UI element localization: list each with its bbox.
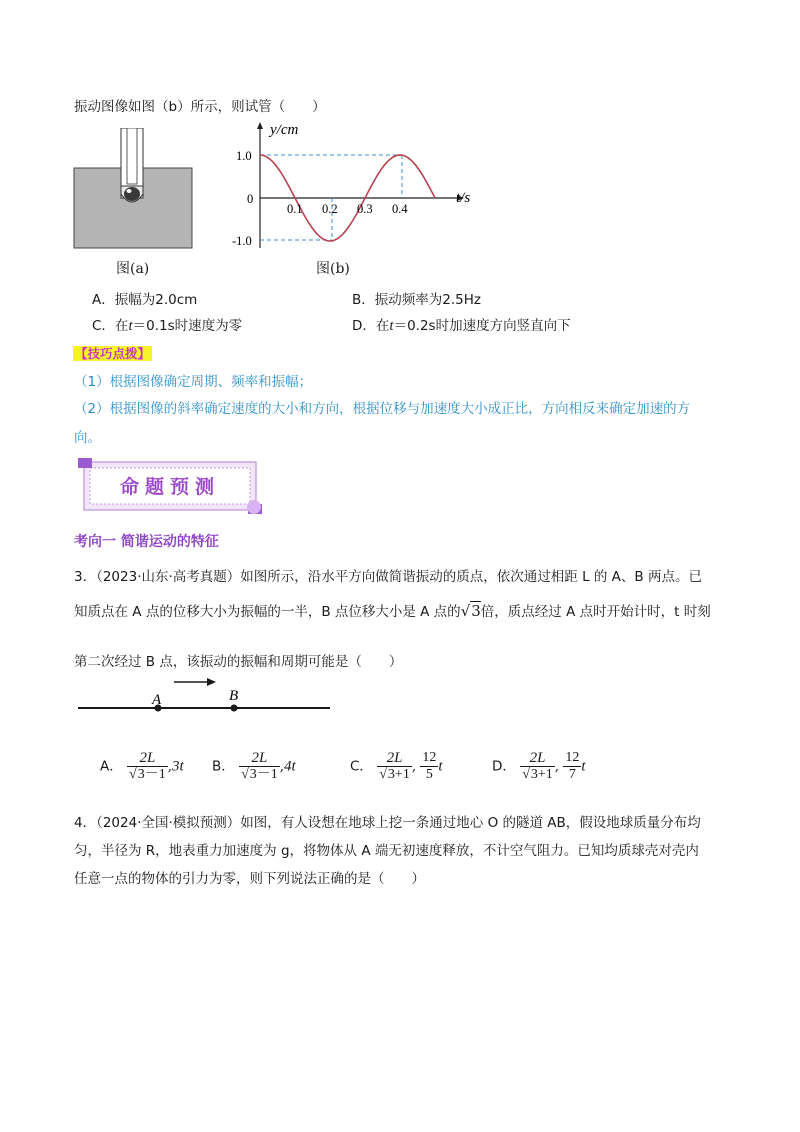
direction-arrow-head <box>207 678 216 686</box>
q3-option-c-fraction-2: $\frac{12}{5}$ <box>422 750 437 782</box>
option-b: B．振动频率为2.5Hz <box>352 292 481 308</box>
y-label: y/cm <box>270 122 299 138</box>
q4-line-1: 4．（2024·全国·模拟预测）如图，有人设想在地球上挖一条通过地心 O 的隧道 AB，假设地球质量分布均 <box>74 815 701 831</box>
tips-line-1: （1）根据图像确定周期、频率和振幅； <box>74 374 313 390</box>
sqrt-symbol: √3 <box>460 602 481 620</box>
q3-option-b: B． $\frac{2L}{√3-1}$ ,4t <box>212 750 296 782</box>
q4-line-2: 匀，半径为 R，地表重力加速度为 g，将物体从 A 端无初速度释放，不计空气阻力。已知均质球壳对壳内 <box>74 843 699 859</box>
q3-option-d-label: D． <box>492 758 516 775</box>
q3-line-2-pre: 知质点在 A 点的位移大小为振幅的一半，B 点位移大小是 A 点的 <box>74 604 461 620</box>
banner-title: 命题预测 <box>119 476 220 498</box>
figure-b-graph <box>228 118 478 253</box>
option-d <box>352 314 571 335</box>
q3-option-c-fraction: $\frac{2L}{√3+1}$ <box>379 750 410 782</box>
option-d-pre: D．在 <box>352 318 390 334</box>
point-b-label: B <box>229 688 239 704</box>
point-a-label: A <box>152 692 162 708</box>
section-banner <box>76 458 264 518</box>
q3-line-1: 3．（2023·山东·高考真题）如图所示，沿水平方向做简谐振动的质点，依次通过相距 L 的 A、B 两点。已 <box>74 569 702 585</box>
q4-line-3: 任意一点的物体的引力为零，则下列说法正确的是（ ） <box>74 871 425 887</box>
q3-diagram <box>74 674 338 718</box>
q3-option-b-fraction: $\frac{2L}{√3-1}$ <box>241 750 278 782</box>
q3-option-b-label: B． <box>212 758 235 775</box>
figure-a-test-tube <box>72 128 196 252</box>
option-d-post: ＝0.2s时加速度方向竖直向下 <box>393 318 571 334</box>
sqrt-value: 3 <box>471 602 481 620</box>
q3-option-a: A． $\frac{2L}{√3-1}$ ,3t <box>100 750 184 782</box>
x-tick-0.4: 0.4 <box>392 202 408 216</box>
q3-option-d-tail: t <box>581 758 586 775</box>
q3-option-d-fraction-2: $\frac{12}{7}$ <box>565 750 580 782</box>
q3-option-b-tail: 4t <box>284 758 296 775</box>
tips-line-2: （2）根据图像的斜率确定速度的大小和方向，根据位移与加速度大小成正比，方向相反来确定加速的方 <box>74 401 691 417</box>
x-tick-0.2: 0.2 <box>322 202 338 216</box>
intro-text: 振动图像如图（b）所示，则试管（ ） <box>74 99 326 115</box>
option-c-post: ＝0.1s时速度为零 <box>132 318 243 334</box>
option-a: A．振幅为2.0cm <box>92 292 198 308</box>
section-title: 考向一 简谐运动的特征 <box>74 534 219 550</box>
q3-option-c: C． $\frac{2L}{√3+1}$ , $\frac{12}{5}$ t <box>350 750 443 782</box>
q3-line-3: 第二次经过 B 点，该振动的振幅和周期可能是（ ） <box>74 654 403 670</box>
q3-line-2 <box>74 600 711 620</box>
tips-badge: 【技巧点拨】 <box>75 346 151 361</box>
option-c-var: t <box>128 318 133 334</box>
point-b-dot <box>231 705 238 712</box>
q3-option-d-fraction: $\frac{2L}{√3+1}$ <box>522 750 553 782</box>
y-axis-arrow <box>257 122 263 129</box>
q3-option-c-tail: t <box>438 758 443 775</box>
figure-a-caption: 图(a) <box>116 261 150 277</box>
figure-b-caption: 图(b) <box>316 261 350 277</box>
option-c-pre: C．在 <box>92 318 129 334</box>
x-label: t/s <box>456 190 471 206</box>
x-tick-0.1: 0.1 <box>287 202 303 216</box>
q3-option-a-fraction: $\frac{2L}{√3-1}$ <box>129 750 166 782</box>
tips-line-3: 向。 <box>74 430 101 446</box>
q3-option-a-tail: 3t <box>172 758 184 775</box>
origin-label: 0 <box>247 192 254 206</box>
x-tick-0.3: 0.3 <box>357 202 373 216</box>
y-top-label: 1.0 <box>236 149 252 163</box>
q3-option-c-label: C． <box>350 758 373 775</box>
q3-line-2-post: 倍，质点经过 A 点时开始计时，t 时刻 <box>480 604 711 620</box>
q3-option-d: D． $\frac{2L}{√3+1}$ , $\frac{12}{7}$ t <box>492 750 586 782</box>
y-bottom-label: -1.0 <box>232 234 252 248</box>
option-c <box>92 314 242 335</box>
option-d-var: t <box>389 318 394 334</box>
q3-option-a-label: A． <box>100 758 123 775</box>
